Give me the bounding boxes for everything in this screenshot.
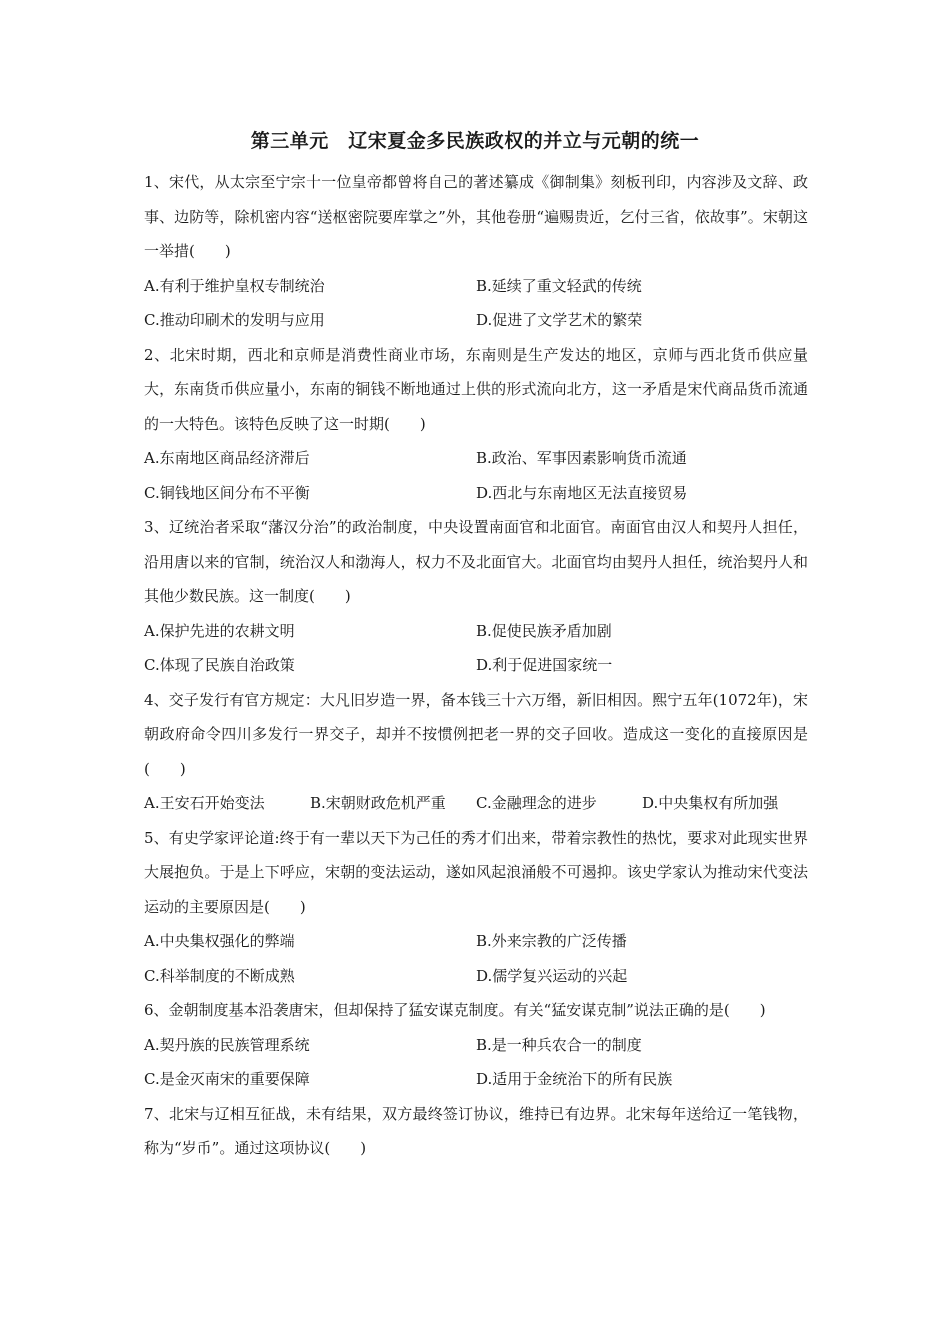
option-a: A.王安石开始变法 — [144, 794, 265, 812]
option-a: A.有利于维护皇权专制统治 — [144, 276, 325, 295]
question-stem: 5、有史学家评论道:终于有一辈以天下为己任的秀才们出来，带着宗教性的热忱，要求对此现实世界大展抱负。于是上下呼应，宋朝的变法运动，遂如风起浪涌般不可遏抑。该史学家认为推动宋代变法运动的主要原因是( ) — [144, 828, 808, 916]
question-stem: 4、交子发行有官方规定：大凡旧岁造一界，备本钱三十六万缗，新旧相因。熙宁五年(1072年)，宋朝政府命令四川多发行一界交子，却并不按惯例把老一界的交子回收。造成这一变化的直接原因是( ) — [144, 690, 808, 778]
option-a: A.契丹族的民族管理系统 — [144, 1035, 310, 1054]
question-list — [144, 165, 808, 1166]
question-4 — [144, 683, 808, 821]
option-d: D.适用于金统治下的所有民族 — [476, 1070, 673, 1088]
page-title: 第三单元 辽宋夏金多民族政权的并立与元朝的统一 — [250, 130, 700, 152]
option-b: B.是一种兵农合一的制度 — [476, 1035, 642, 1054]
option-d: D.利于促进国家统一 — [476, 656, 613, 674]
option-c: C.推动印刷术的发明与应用 — [144, 311, 325, 329]
question-stem: 2、北宋时期，西北和京师是消费性商业市场，东南则是生产发达的地区，京师与西北货币供应量大，东南货币供应量小，东南的铜钱不断地通过上供的形式流向北方，这一矛盾是宋代商品货币流通的一大特色。该特色反映了这一时期( ) — [144, 345, 808, 433]
option-c: C.科举制度的不断成熟 — [144, 966, 295, 985]
question-stem: 1、宋代，从太宗至宁宗十一位皇帝都曾将自己的著述纂成《御制集》刻板刊印，内容涉及文辞、政事、边防等，除机密内容“送枢密院要库掌之”外，其他卷册“遍赐贵近，乞付三省，依故事”。宋朝这一举措( ) — [144, 173, 808, 260]
question-6 — [144, 993, 808, 1097]
question-1 — [144, 165, 808, 338]
question-5 — [144, 821, 808, 994]
question-stem: 3、辽统治者采取“藩汉分治”的政治制度，中央设置南面官和北面官。南面官由汉人和契丹人担任，沿用唐以来的官制，统治汉人和渤海人，权力不及北面官大。北面官均由契丹人担任，统治契丹人和其他少数民族。这一制度( ) — [144, 518, 808, 605]
question-stem: 7、北宋与辽相互征战，未有结果，双方最终签订协议，维持已有边界。北宋每年送给辽一笔钱物，称为“岁币”。通过这项协议( ) — [144, 1104, 808, 1157]
options — [144, 1028, 808, 1097]
option-b: B.延续了重文轻武的传统 — [476, 276, 642, 295]
options — [144, 269, 808, 338]
option-b: B.宋朝财政危机严重 — [310, 794, 446, 812]
option-b: B.促使民族矛盾加剧 — [476, 621, 612, 640]
option-c: C.是金灭南宋的重要保障 — [144, 1070, 310, 1088]
option-b: B.外来宗教的广泛传播 — [476, 932, 627, 950]
question-2 — [144, 338, 808, 511]
question-3 — [144, 510, 808, 683]
options — [144, 924, 808, 993]
options — [144, 614, 808, 683]
option-d: D.中央集权有所加强 — [642, 794, 779, 812]
option-c: C.体现了民族自治政策 — [144, 656, 295, 674]
option-a: A.中央集权强化的弊端 — [144, 932, 295, 950]
option-a: A.东南地区商品经济滞后 — [144, 449, 310, 467]
option-c: C.铜钱地区间分布不平衡 — [144, 483, 310, 502]
option-d: D.西北与东南地区无法直接贸易 — [476, 483, 688, 502]
options — [144, 786, 808, 821]
option-a: A.保护先进的农耕文明 — [144, 621, 295, 640]
options — [144, 441, 808, 510]
option-b: B.政治、军事因素影响货币流通 — [476, 449, 687, 467]
option-d: D.促进了文学艺术的繁荣 — [476, 311, 643, 329]
option-d: D.儒学复兴运动的兴起 — [476, 966, 628, 985]
question-7 — [144, 1097, 808, 1166]
question-stem: 6、金朝制度基本沿袭唐宋，但却保持了猛安谋克制度。有关“猛安谋克制”说法正确的是( ) — [144, 1001, 766, 1019]
option-c: C.金融理念的进步 — [476, 794, 597, 812]
